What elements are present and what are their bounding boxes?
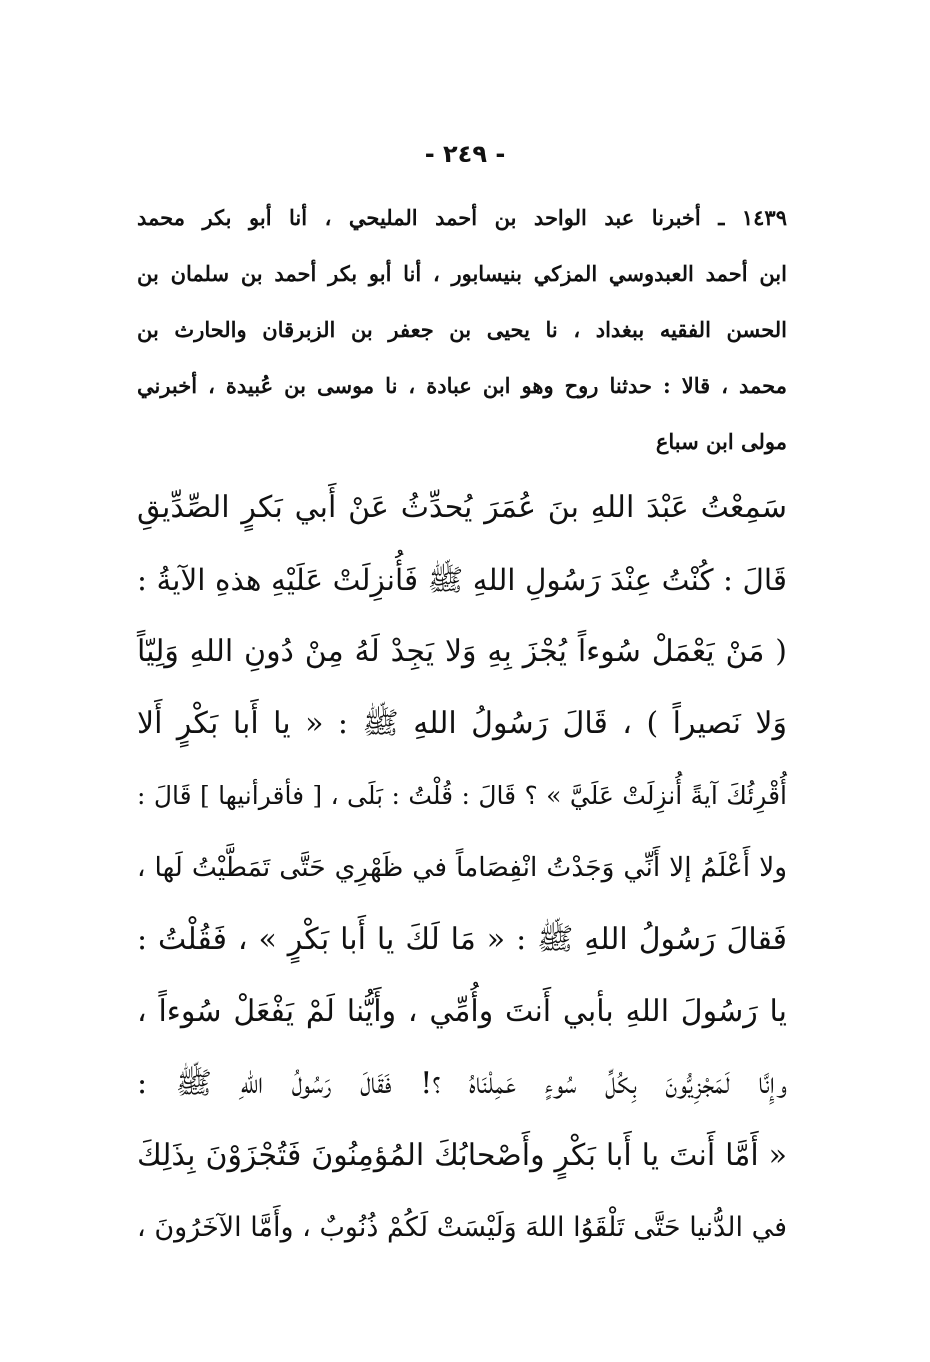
isnad-line: مولى ابن سباع bbox=[655, 429, 787, 454]
matn-line: يا رَسُولَ اللهِ بأبي أَنتَ وأُمِّي ، وأَيُّنا لَمْ يَفْعَلْ سُوءاً ، bbox=[137, 994, 788, 1029]
isnad-line: ابن أحمد العبدوسي المزكي بنيسابور ، أنا أبو بكر أحمد بن سلمان بن bbox=[137, 261, 787, 286]
matn-line: سَمِعْتُ عَبْدَ اللهِ بنَ عُمَرَ يُحدِّثُ عَنْ أَبي بَكرٍ الصِّدِّيقِ bbox=[137, 490, 787, 525]
matn-line: « أَمَّا أَنتَ يا أَبا بَكْرٍ وأَصْحابُكَ المُؤمِنُونَ فَتُجْزَوْنَ بِذَلِكَ bbox=[137, 1138, 787, 1173]
hadith-text bbox=[137, 472, 787, 1264]
hadith-chain-of-narration bbox=[137, 190, 787, 470]
matn-line: وإِنَّا لَمَجْزِيُّونَ بِكُلِّ سُوءٍ عَمِلْنَاهُ ؟! فَقَالَ رَسُولُ اللهِ ﷺ : bbox=[137, 1066, 787, 1101]
isnad-line: ١٤٣٩ ـ أخبرنا عبد الواحد بن أحمد المليحي ، أنا أبو بكر محمد bbox=[137, 205, 787, 230]
isnad-line: الحسن الفقيه ببغداد ، نا يحيى بن جعفر بن الزبرقان والحارث بن bbox=[137, 317, 787, 342]
matn-line: قَالَ : كُنْتُ عِنْدَ رَسُولِ اللهِ ﷺ فَأُنزِلَتْ عَلَيْهِ هذهِ الآيةُ : bbox=[137, 563, 787, 597]
matn-line: في الدُّنيا حَتَّى تَلْقَوُا اللهَ وَلَيْسَتْ لَكُمْ ذُنُوبٌ ، وأَمَّا الآخَرُونَ ، bbox=[137, 1212, 787, 1243]
matn-line: ( مَنْ يَعْمَلْ سُوءاً يُجْزَ بِهِ وَلا يَجِدْ لَهُ مِنْ دُونِ اللهِ وَلِيّاً bbox=[137, 634, 787, 669]
isnad-line: محمد ، قالا : حدثنا روح وهو ابن عبادة ، نا موسى بن عُبيدة ، أخبرني bbox=[137, 373, 787, 398]
matn-line: ولا أَعْلَمُ إلا أَنِّي وَجَدْتُ انْفِصَاماً في ظَهْرِي حَتَّى تَمَطَّيْتُ لَها ، bbox=[137, 852, 787, 883]
matn-line: وَلا نَصيراً ) ، قَالَ رَسُولُ اللهِ ﷺ : « يا أَبا بَكْرٍ أَلا bbox=[137, 706, 787, 741]
page-number: - ٢٤٩ - bbox=[424, 140, 506, 168]
matn-line: فَقالَ رَسُولُ اللهِ ﷺ : « مَا لَكَ يا أَبا بَكْرٍ » ، فَقُلْتُ : bbox=[137, 922, 787, 957]
matn-line: أُقْرِئُكَ آيةً أُنزِلَتْ عَلَيَّ » ؟ قَالَ : قُلْتُ : بَلَى ، [ فأقرأنيها ] قَالَ : bbox=[137, 781, 787, 810]
